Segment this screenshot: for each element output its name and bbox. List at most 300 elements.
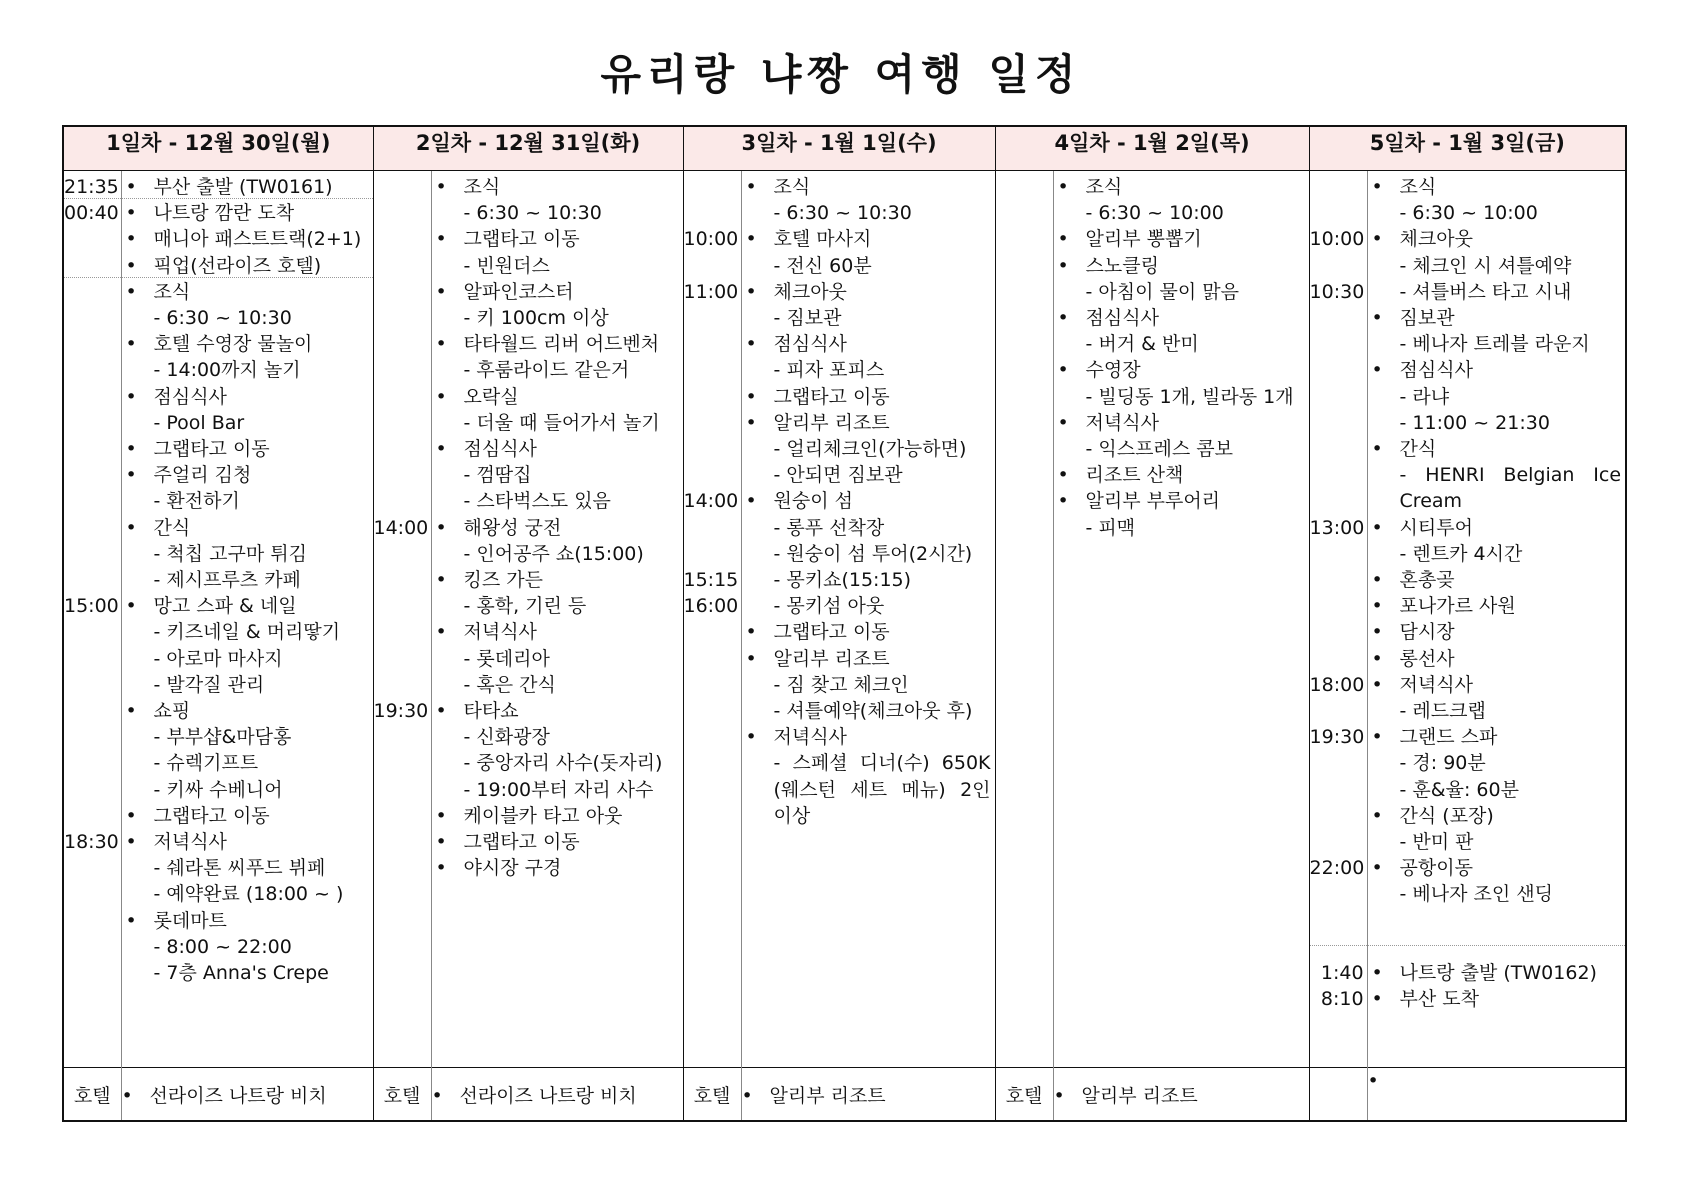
- schedule-item-text: 간식 (포장): [1399, 804, 1494, 827]
- schedule-item-text: 픽업(선라이즈 호텔): [153, 254, 322, 277]
- schedule-item: [1054, 487, 1309, 515]
- time-label: 11:00: [683, 280, 739, 303]
- bullet-icon: •: [125, 254, 137, 277]
- schedule-item-text: 조식: [773, 176, 811, 198]
- time-label: 10:00: [683, 228, 739, 251]
- schedule-detail: - 반미 판: [1399, 831, 1474, 853]
- schedule-item: [122, 383, 373, 411]
- schedule-item: [1368, 959, 1626, 987]
- schedule-detail: - 짐보관: [773, 307, 842, 329]
- bullet-icon: •: [745, 726, 757, 749]
- schedule-item: [122, 225, 373, 253]
- schedule-item-text: 나트랑 출발 (TW0162): [1399, 962, 1597, 984]
- schedule-item-text: 알리부 리조트: [773, 647, 890, 670]
- day-4-hotel-name: 알리부 리조트: [1081, 1084, 1198, 1107]
- schedule-detail: - 14:00까지 놀기: [153, 359, 301, 382]
- schedule-detail: - 원숭이 섬 투어(2시간): [773, 542, 973, 565]
- day-4-hotel-label: 호텔: [995, 1068, 1053, 1122]
- bullet-icon: •: [1057, 176, 1069, 198]
- schedule-table: [62, 125, 1627, 1122]
- day-5-hotel-label: [1309, 1068, 1367, 1122]
- bullet-icon: •: [125, 228, 137, 251]
- schedule-detail: Cream: [1399, 490, 1463, 513]
- day-2-times: [374, 171, 431, 1067]
- schedule-detail: - 키 100cm 이상: [463, 307, 609, 329]
- schedule-detail: - 체크인 시 셔틀예약: [1399, 254, 1572, 277]
- schedule-item: [1368, 592, 1626, 620]
- bullet-icon: •: [1371, 307, 1383, 329]
- time-label: 10:00: [1309, 228, 1365, 251]
- time-label: 22:00: [1309, 857, 1365, 880]
- schedule-item-text: 나트랑 깜란 도착: [153, 202, 295, 225]
- schedule-detail: - 렌트카 4시간: [1399, 542, 1523, 565]
- bullet-icon: •: [745, 490, 757, 513]
- day-1-header: 1일차 - 12월 30일(월): [63, 126, 373, 171]
- bullet-icon: •: [745, 280, 757, 303]
- day-2-items: [432, 171, 683, 1067]
- schedule-detail: - 스타벅스도 있음: [463, 490, 611, 513]
- schedule-item: [1368, 356, 1626, 384]
- bullet-icon: •: [435, 700, 447, 722]
- schedule-item: [432, 618, 683, 646]
- time-label: 16:00: [683, 595, 739, 618]
- bullet-icon: •: [1371, 228, 1383, 251]
- schedule-detail: - 인어공주 쇼(15:00): [463, 542, 644, 565]
- schedule-item: [1368, 723, 1626, 751]
- schedule-detail: - 안되면 짐보관: [773, 464, 903, 487]
- day-1-items: [122, 171, 373, 1067]
- schedule-detail: 이상: [773, 804, 811, 827]
- schedule-item-text: 저녁식사: [1399, 673, 1473, 696]
- schedule-item-text: 혼총곶: [1399, 569, 1455, 591]
- schedule-item: [432, 225, 683, 253]
- bullet-icon: •: [1371, 595, 1383, 618]
- schedule-item: [1368, 854, 1626, 882]
- schedule-item: [122, 435, 373, 463]
- bullet-icon: •: [745, 228, 757, 251]
- schedule-detail: - 경: 90분: [1399, 752, 1486, 775]
- schedule-detail: - 슈렉기프트: [153, 752, 259, 775]
- day-2-hotel-label: 호텔: [373, 1068, 431, 1122]
- bullet-icon: •: [1371, 962, 1383, 984]
- schedule-detail: - 6:30 ~ 10:30: [773, 202, 912, 225]
- bullet-icon: •: [125, 516, 137, 539]
- schedule-detail: (웨스턴 세트 메뉴) 2인: [773, 778, 991, 801]
- bullet-icon: •: [1371, 647, 1383, 670]
- day-1-hotel: • 선라이즈 나트랑 비치: [121, 1068, 373, 1122]
- schedule-item-text: 알리부 리조트: [773, 411, 890, 434]
- bullet-icon: •: [435, 831, 447, 853]
- bullet-icon: •: [1057, 254, 1069, 277]
- dotted-divider: [1310, 945, 1367, 946]
- time-label: 21:35: [64, 176, 119, 198]
- day-5-times: [1310, 171, 1367, 1067]
- dotted-divider: [1368, 945, 1626, 946]
- bullet-icon: •: [1371, 516, 1383, 539]
- schedule-item-text: 그랩타고 이동: [773, 621, 890, 644]
- schedule-detail: - 베나자 트레블 라운지: [1399, 333, 1590, 356]
- schedule-item: [122, 514, 373, 542]
- time-label: 19:30: [1309, 726, 1365, 749]
- schedule-item-text: 호텔 수영장 물놀이: [153, 333, 313, 356]
- schedule-detail: - 혹은 간식: [463, 673, 556, 696]
- schedule-detail: - 롱푸 선착장: [773, 516, 885, 539]
- schedule-detail: - 아침이 물이 맑음: [1085, 280, 1239, 303]
- schedule-detail: - 6:30 ~ 10:30: [153, 307, 292, 329]
- schedule-item: [122, 199, 373, 227]
- bullet-icon: •: [435, 804, 447, 827]
- bullet-icon: •: [125, 831, 137, 853]
- schedule-item-text: 그랩타고 이동: [153, 804, 270, 827]
- schedule-item: [742, 330, 995, 358]
- schedule-item-text: 부산 출발 (TW0161): [153, 176, 333, 198]
- bullet-icon: •: [125, 202, 137, 225]
- day-2-header: 2일차 - 12월 31일(화): [373, 126, 683, 171]
- schedule-item-text: 간식: [1399, 438, 1437, 460]
- bullet-icon: •: [435, 228, 447, 251]
- day-1-hotel-label: 호텔: [63, 1068, 121, 1122]
- schedule-item: [122, 907, 373, 935]
- schedule-item-text: 매니아 패스트트랙(2+1): [153, 228, 362, 251]
- schedule-detail: - 6:30 ~ 10:00: [1085, 202, 1224, 225]
- bullet-icon: •: [435, 280, 447, 303]
- time-label: 15:00: [64, 595, 119, 618]
- dotted-divider: [64, 198, 121, 199]
- schedule-item-text: 망고 스파 & 네일: [153, 595, 297, 618]
- schedule-detail: - 7층 Anna's Crepe: [153, 962, 329, 984]
- schedule-item-text: 체크아웃: [773, 280, 847, 303]
- schedule-item-text: 원숭이 섬: [773, 490, 853, 513]
- schedule-item: [1368, 645, 1626, 673]
- schedule-item-text: 포나가르 사원: [1399, 595, 1516, 618]
- schedule-item-text: 해왕성 궁전: [463, 516, 562, 539]
- schedule-item: [742, 645, 995, 673]
- day-3-header: 3일차 - 1월 1일(수): [683, 126, 995, 171]
- bullet-icon: •: [435, 621, 447, 644]
- bullet-icon: •: [1057, 359, 1069, 382]
- schedule-detail: - Pool Bar: [153, 411, 245, 434]
- bullet-icon: •: [1371, 621, 1383, 644]
- schedule-item: [432, 173, 683, 201]
- schedule-detail: - 척칩 고구마 튀김: [153, 542, 307, 565]
- bullet-icon: •: [435, 176, 447, 198]
- schedule-item-text: 그랩타고 이동: [153, 438, 270, 460]
- schedule-item: [122, 252, 373, 280]
- schedule-item-text: 점심식사: [1399, 359, 1473, 382]
- schedule-item: [742, 618, 995, 646]
- schedule-detail: - HENRI Belgian Ice: [1399, 464, 1622, 487]
- bullet-icon: •: [1371, 673, 1383, 696]
- schedule-item: [742, 278, 995, 306]
- dotted-divider: [64, 277, 121, 278]
- schedule-item: [432, 854, 683, 882]
- schedule-item-text: 점심식사: [1085, 307, 1159, 329]
- schedule-item: [432, 330, 683, 358]
- bullet-icon: •: [125, 700, 137, 722]
- schedule-detail: - 후룸라이드 같은거: [463, 359, 630, 382]
- schedule-item-text: 오락실: [463, 385, 519, 408]
- schedule-item-text: 간식: [153, 516, 191, 539]
- schedule-item-text: 저녁식사: [773, 726, 847, 749]
- bullet-icon: •: [1371, 804, 1383, 827]
- day-1-hotel-name: 선라이즈 나트랑 비치: [149, 1084, 327, 1107]
- schedule-detail: - 롯데리아: [463, 647, 550, 670]
- schedule-item: [742, 173, 995, 201]
- time-label: 14:00: [373, 516, 429, 539]
- schedule-item: [1054, 461, 1309, 489]
- bullet-icon: •: [745, 176, 757, 198]
- schedule-item-text: 저녁식사: [1085, 411, 1159, 434]
- schedule-item-text: 저녁식사: [463, 621, 537, 644]
- schedule-item-text: 알리부 부루어리: [1085, 490, 1221, 513]
- day-4-hotel: • 알리부 리조트: [1053, 1068, 1309, 1122]
- time-label: 14:00: [683, 490, 739, 513]
- bullet-icon: •: [1371, 438, 1383, 460]
- schedule-item-text: 담시장: [1399, 621, 1455, 644]
- schedule-detail: - 껌땀집: [463, 464, 532, 487]
- day-3-items: [742, 171, 995, 1067]
- schedule-detail: - 전신 60분: [773, 254, 872, 277]
- schedule-item: [1368, 304, 1626, 332]
- schedule-item: [122, 802, 373, 830]
- time-label: 18:30: [64, 831, 119, 853]
- schedule-item: [1368, 985, 1626, 1013]
- schedule-item-text: 킹즈 가든: [463, 569, 543, 591]
- schedule-item-text: 부산 도착: [1399, 988, 1479, 1011]
- schedule-detail: - 빌딩동 1개, 빌라동 1개: [1085, 385, 1294, 408]
- schedule-item-text: 쇼핑: [153, 700, 191, 722]
- bullet-icon: •: [125, 333, 137, 356]
- page-title: 유리랑 냐짱 여행 일정: [600, 50, 1082, 99]
- time-label: 00:40: [64, 202, 119, 225]
- bullet-icon: •: [1057, 307, 1069, 329]
- schedule-item-text: 시티투어: [1399, 516, 1473, 539]
- schedule-item: [742, 225, 995, 253]
- schedule-item: [1054, 304, 1309, 332]
- schedule-detail: - 셔틀예약(체크아웃 후): [773, 700, 973, 722]
- day-5-hotel: •: [1367, 1068, 1626, 1122]
- bullet-icon: •: [125, 176, 137, 198]
- dotted-divider: [122, 277, 373, 278]
- schedule-detail: - 빈원더스: [463, 254, 550, 277]
- bullet-icon: •: [745, 411, 757, 434]
- day-1-times: [64, 171, 121, 1067]
- schedule-detail: - 키즈네일 & 머리땋기: [153, 621, 341, 644]
- bullet-icon: •: [1057, 411, 1069, 434]
- bullet-icon: •: [125, 464, 137, 487]
- schedule-item-text: 롯데마트: [153, 909, 227, 932]
- day-3-hotel-label: 호텔: [683, 1068, 741, 1122]
- schedule-item: [432, 566, 683, 594]
- time-label: 1:40: [1320, 962, 1364, 984]
- schedule-detail: - 쉐라톤 씨푸드 뷔페: [153, 857, 326, 880]
- bullet-icon: •: [1057, 228, 1069, 251]
- schedule-item: [742, 723, 995, 751]
- schedule-item: [742, 409, 995, 437]
- schedule-item-text: 그랩타고 이동: [773, 385, 890, 408]
- day-5-items: [1368, 171, 1626, 1067]
- dotted-divider: [122, 198, 373, 199]
- schedule-item-text: 조식: [153, 280, 191, 303]
- day-4-header: 4일차 - 1월 2일(목): [995, 126, 1309, 171]
- schedule-detail: - 베나자 조인 샌딩: [1399, 883, 1553, 906]
- bullet-icon: •: [1371, 569, 1383, 591]
- time-label: 15:15: [683, 569, 739, 591]
- schedule-item-text: 저녁식사: [153, 831, 227, 853]
- schedule-item-text: 알리부 뽕뽑기: [1085, 228, 1202, 251]
- schedule-item: [432, 435, 683, 463]
- schedule-item: [1368, 225, 1626, 253]
- schedule-item: [1054, 409, 1309, 437]
- schedule-detail: - 19:00부터 자리 사수: [463, 778, 654, 801]
- schedule-item: [432, 697, 683, 725]
- schedule-item: [1368, 435, 1626, 463]
- schedule-item-text: 그랩타고 이동: [463, 831, 580, 853]
- schedule-item: [432, 828, 683, 856]
- time-label: 8:10: [1320, 988, 1364, 1011]
- day-4-times: [996, 171, 1053, 1067]
- schedule-detail: - 피맥: [1085, 516, 1136, 539]
- schedule-detail: - 익스프레스 콤보: [1085, 438, 1233, 460]
- bullet-icon: •: [745, 621, 757, 644]
- schedule-detail: - 키싸 수베니어: [153, 778, 283, 801]
- schedule-item-text: 조식: [463, 176, 501, 198]
- day-3-times: [684, 171, 741, 1067]
- bullet-icon: •: [1371, 359, 1383, 382]
- schedule-item-text: 호텔 마사지: [773, 228, 872, 251]
- schedule-item: [1054, 252, 1309, 280]
- time-label: 18:00: [1309, 673, 1365, 696]
- schedule-detail: - 라냐: [1399, 385, 1450, 408]
- schedule-item: [122, 278, 373, 306]
- schedule-item: [1368, 618, 1626, 646]
- schedule-item: [432, 802, 683, 830]
- time-label: 13:00: [1309, 516, 1365, 539]
- schedule-detail: - 예약완료 (18:00 ~ ): [153, 883, 344, 906]
- schedule-detail: - 버거 & 반미: [1085, 333, 1199, 356]
- schedule-item-text: 타타쇼: [463, 700, 519, 722]
- bullet-icon: •: [1371, 857, 1383, 880]
- bullet-icon: •: [1371, 176, 1383, 198]
- bullet-icon: •: [125, 909, 137, 932]
- schedule-detail: - 환전하기: [153, 490, 240, 513]
- schedule-item-text: 공항이동: [1399, 857, 1473, 880]
- bullet-icon: •: [1057, 464, 1069, 487]
- bullet-icon: •: [125, 438, 137, 460]
- bullet-icon: •: [745, 385, 757, 408]
- schedule-item-text: 스노클링: [1085, 254, 1159, 277]
- bullet-icon: •: [1057, 490, 1069, 513]
- schedule-item-text: 롱선사: [1399, 647, 1455, 670]
- schedule-detail: - 발각질 관리: [153, 673, 265, 696]
- day-5-header: 5일차 - 1월 3일(금): [1309, 126, 1626, 171]
- bullet-icon: •: [435, 569, 447, 591]
- schedule-item-text: 점심식사: [463, 438, 537, 460]
- schedule-item: [122, 461, 373, 489]
- schedule-item: [1054, 173, 1309, 201]
- schedule-item: [122, 330, 373, 358]
- schedule-item: [1368, 514, 1626, 542]
- schedule-item-text: 야시장 구경: [463, 857, 562, 880]
- schedule-item-text: 알파인코스터: [463, 280, 574, 303]
- schedule-detail: - 훈&율: 60분: [1399, 778, 1519, 801]
- day-4-items: [1054, 171, 1309, 1067]
- schedule-item: [742, 383, 995, 411]
- schedule-item: [1054, 225, 1309, 253]
- bullet-icon: •: [745, 647, 757, 670]
- schedule-item-text: 주얼리 김청: [153, 464, 252, 487]
- schedule-detail: - 부부샵&마담홍: [153, 726, 292, 749]
- schedule-detail: - 얼리체크인(가능하면): [773, 438, 967, 460]
- day-3-hotel: • 알리부 리조트: [741, 1068, 995, 1122]
- schedule-item-text: 수영장: [1085, 359, 1141, 382]
- schedule-detail: - 셔틀버스 타고 시내: [1399, 280, 1572, 303]
- bullet-icon: •: [435, 438, 447, 460]
- schedule-detail: - 아로마 마사지: [153, 647, 283, 670]
- bullet-icon: •: [435, 333, 447, 356]
- schedule-detail: - 홍학, 기린 등: [463, 595, 587, 618]
- time-label: 19:30: [373, 700, 429, 722]
- schedule-item: [432, 383, 683, 411]
- schedule-detail: - 신화광장: [463, 726, 550, 749]
- schedule-item: [1368, 671, 1626, 699]
- schedule-item-text: 짐보관: [1399, 307, 1455, 329]
- schedule-detail: - 제시프루츠 카페: [153, 569, 301, 591]
- schedule-detail: - 8:00 ~ 22:00: [153, 935, 292, 958]
- schedule-item: [1368, 566, 1626, 594]
- schedule-item-text: 조식: [1085, 176, 1123, 198]
- schedule-item-text: 점심식사: [153, 385, 227, 408]
- time-label: 10:30: [1309, 280, 1365, 303]
- schedule-detail: - 중앙자리 사수(돗자리): [463, 752, 663, 775]
- schedule-detail: - 6:30 ~ 10:30: [463, 202, 602, 225]
- schedule-item: [122, 592, 373, 620]
- bullet-icon: •: [745, 333, 757, 356]
- schedule-detail: - 몽키쇼(15:15): [773, 569, 912, 591]
- bullet-icon: •: [1371, 988, 1383, 1011]
- schedule-item: [122, 828, 373, 856]
- bullet-icon: •: [1371, 726, 1383, 749]
- bullet-icon: •: [125, 280, 137, 303]
- schedule-detail: - 더울 때 들어가서 놀기: [463, 411, 660, 434]
- schedule-item: [742, 487, 995, 515]
- bullet-icon: •: [435, 385, 447, 408]
- schedule-item-text: 체크아웃: [1399, 228, 1473, 251]
- schedule-item: [122, 173, 373, 201]
- bullet-icon: •: [125, 595, 137, 618]
- schedule-detail: - 몽키섬 아웃: [773, 595, 885, 618]
- day-2-hotel: • 선라이즈 나트랑 비치: [431, 1068, 683, 1122]
- schedule-detail: - 짐 찾고 체크인: [773, 673, 909, 696]
- bullet-icon: •: [125, 385, 137, 408]
- schedule-detail: - 11:00 ~ 21:30: [1399, 411, 1550, 434]
- schedule-item-text: 리조트 산책: [1085, 464, 1184, 487]
- schedule-item: [432, 514, 683, 542]
- schedule-item: [1368, 802, 1626, 830]
- schedule-item-text: 점심식사: [773, 333, 847, 356]
- schedule-item-text: 케이블카 타고 아웃: [463, 804, 623, 827]
- bullet-icon: •: [435, 857, 447, 880]
- schedule-item: [122, 697, 373, 725]
- schedule-detail: - 피자 포피스: [773, 359, 885, 382]
- bullet-icon: •: [125, 804, 137, 827]
- schedule-detail: - 레드크랩: [1399, 700, 1486, 722]
- schedule-item-text: 그랜드 스파: [1399, 726, 1498, 749]
- bullet-icon: •: [435, 516, 447, 539]
- schedule-item-text: 타타월드 리버 어드벤처: [463, 333, 660, 356]
- schedule-item-text: 그랩타고 이동: [463, 228, 580, 251]
- schedule-detail: - 스페셜 디너(수) 650K: [773, 752, 991, 775]
